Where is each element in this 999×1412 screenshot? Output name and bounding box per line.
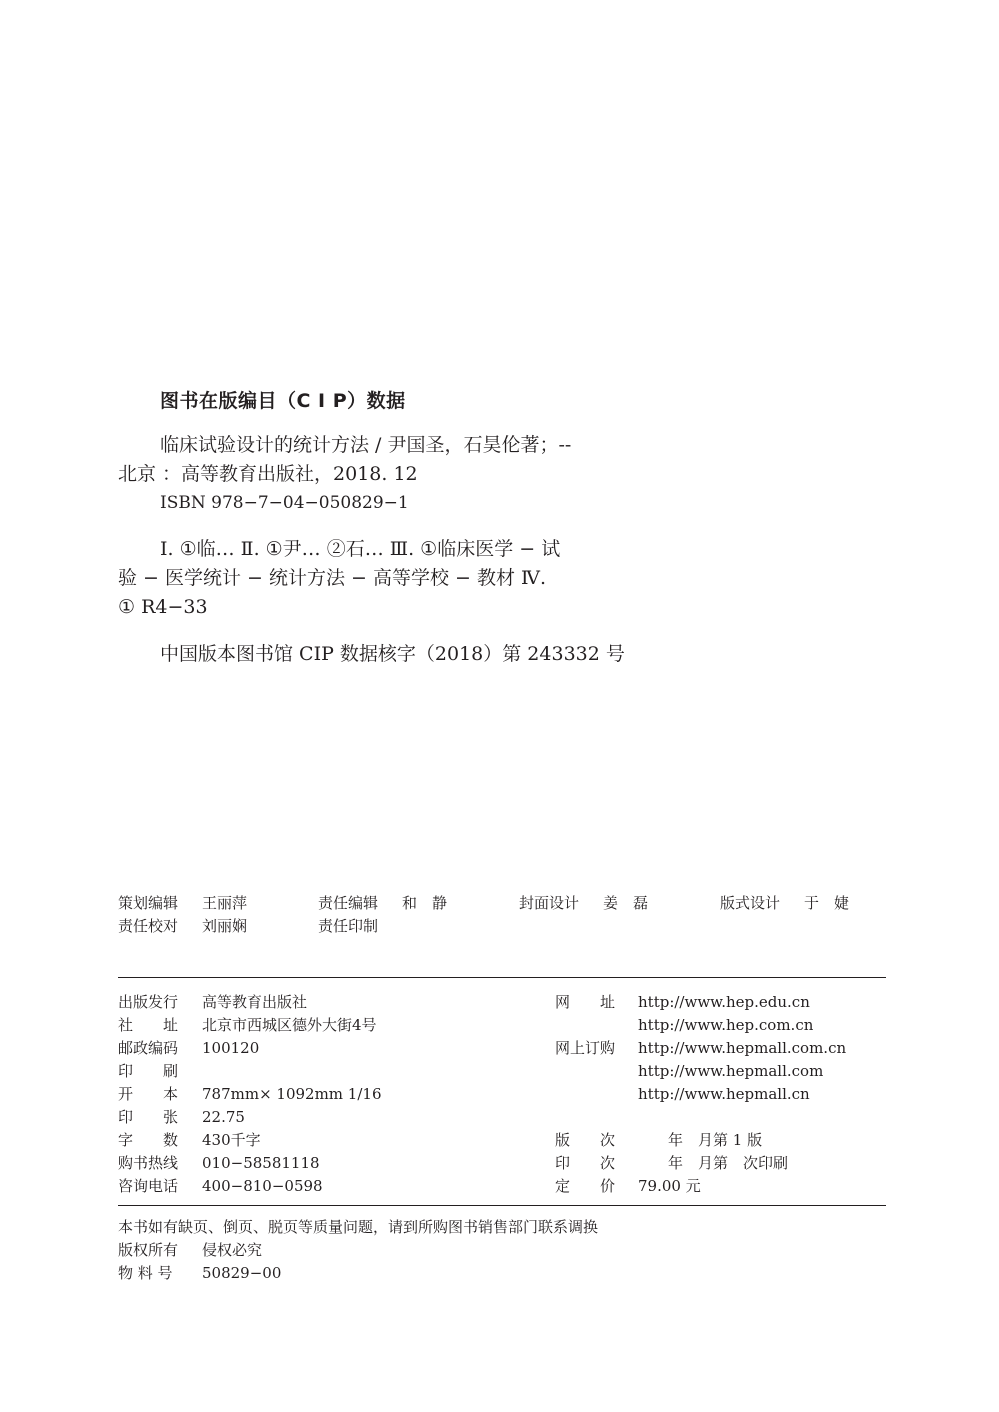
copyright-value: 侵权必究 [202, 1241, 263, 1259]
cip-heading: 图书在版编目（C I P）数据 [160, 390, 406, 412]
cip-title-line: 临床试验设计的统计方法 / 尹国圣，石昊伦著；-- [160, 434, 572, 456]
format-label: 开 本 [118, 1085, 179, 1103]
divider-bottom [118, 1205, 886, 1206]
cip-isbn-line: ISBN 978−7−04−050829−1 [160, 493, 409, 513]
order-hotline-label: 购书热线 [118, 1154, 179, 1172]
cover-design-label: 封面设计 [519, 894, 580, 912]
cip-publisher-line: 北京 ：高等教育出版社，2018. 12 [118, 463, 418, 485]
format-value: 787mm× 1092mm 1/16 [202, 1085, 382, 1103]
cip-classification-line-3: ① R4−33 [118, 596, 208, 618]
order-hotline-value: 010−58581118 [202, 1154, 320, 1172]
publisher-label: 出版发行 [118, 993, 179, 1011]
edition-label: 版 次 [555, 1131, 616, 1149]
address-label: 社 址 [118, 1016, 179, 1034]
planning-editor-value: 王丽萍 [202, 894, 248, 912]
website-label: 网 址 [555, 993, 616, 1011]
online-order-link-2[interactable]: http://www.hepmall.com [638, 1062, 824, 1080]
edition-value: 年 月第 1 版 [638, 1131, 763, 1149]
word-count-label: 字 数 [118, 1131, 179, 1149]
price-label: 定 价 [555, 1177, 616, 1195]
material-number-label: 物 料 号 [118, 1264, 173, 1282]
website-link-2[interactable]: http://www.hep.com.cn [638, 1016, 814, 1034]
sheets-label: 印 张 [118, 1108, 179, 1126]
website-link-1[interactable]: http://www.hep.edu.cn [638, 993, 810, 1011]
online-order-label: 网上订购 [555, 1039, 616, 1057]
impression-value: 年 月第 次印刷 [638, 1154, 789, 1172]
postcode-value: 100120 [202, 1039, 260, 1057]
price-value: 79.00 元 [638, 1177, 701, 1195]
quality-notice: 本书如有缺页、倒页、脱页等质量问题，请到所购图书销售部门联系调换 [118, 1218, 599, 1236]
copyright-label: 版权所有 [118, 1241, 179, 1259]
printer-label: 印 刷 [118, 1062, 179, 1080]
cip-classification-line-1: Ⅰ. ①临… Ⅱ. ①尹… ②石… Ⅲ. ①临床医学 − 试 [160, 538, 561, 560]
online-order-link-1[interactable]: http://www.hepmall.com.cn [638, 1039, 847, 1057]
online-order-link-3[interactable]: http://www.hepmall.cn [638, 1085, 810, 1103]
layout-design-label: 版式设计 [720, 894, 781, 912]
inquiry-phone-label: 咨询电话 [118, 1177, 179, 1195]
proofreader-value: 刘丽娴 [202, 917, 248, 935]
address-value: 北京市西城区德外大街4号 [202, 1016, 377, 1034]
divider-top [118, 977, 886, 978]
sheets-value: 22.75 [202, 1108, 245, 1126]
responsible-editor-label: 责任编辑 [318, 894, 379, 912]
cip-classification-line-2: 验 − 医学统计 − 统计方法 − 高等学校 − 教材 Ⅳ. [118, 567, 547, 589]
impression-label: 印 次 [555, 1154, 616, 1172]
planning-editor-label: 策划编辑 [118, 894, 179, 912]
publisher-value: 高等教育出版社 [202, 993, 308, 1011]
material-number-value: 50829−00 [202, 1264, 282, 1282]
cover-design-value: 姜 磊 [603, 894, 649, 912]
responsible-editor-value: 和 静 [402, 894, 448, 912]
inquiry-phone-value: 400−810−0598 [202, 1177, 323, 1195]
postcode-label: 邮政编码 [118, 1039, 179, 1057]
proofreader-label: 责任校对 [118, 917, 179, 935]
print-manager-label: 责任印制 [318, 917, 379, 935]
word-count-value: 430千字 [202, 1131, 261, 1149]
cip-record-number: 中国版本图书馆 CIP 数据核字（2018）第 243332 号 [160, 643, 625, 665]
layout-design-value: 于 婕 [804, 894, 850, 912]
